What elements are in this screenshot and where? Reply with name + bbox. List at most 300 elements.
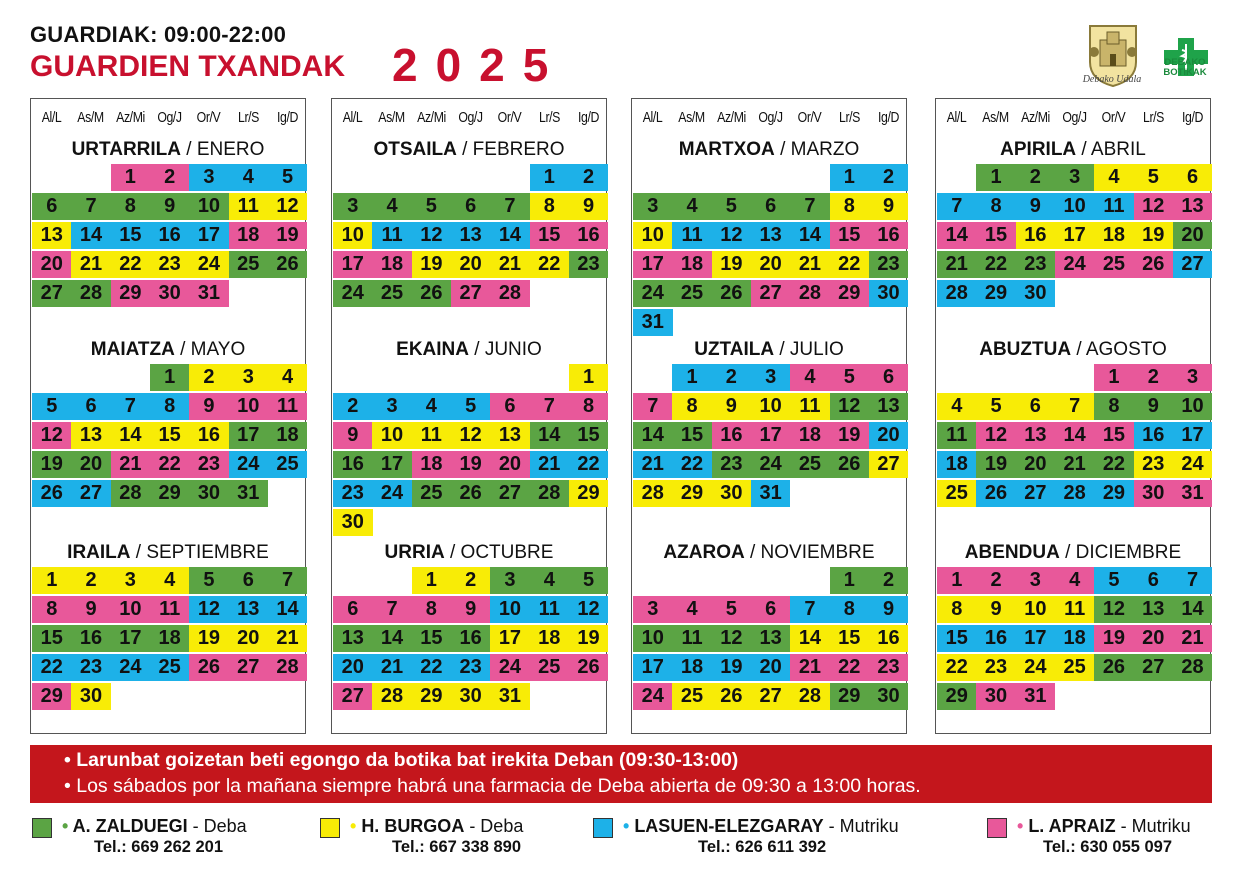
calendar-day: 7 — [1173, 567, 1213, 594]
month-name-basque: AZAROA — [663, 542, 745, 563]
calendar-day: 22 — [32, 654, 72, 681]
calendar-day: 23 — [712, 451, 752, 478]
calendar-day: 17 — [229, 422, 269, 449]
calendar-day: 1 — [1094, 364, 1134, 391]
calendar-day: 15 — [937, 625, 977, 652]
calendar-day: 8 — [1094, 393, 1134, 420]
month-name-spanish: / AGOSTO — [1071, 339, 1167, 360]
calendar-day: 6 — [490, 393, 530, 420]
calendar-day: 17 — [1016, 625, 1056, 652]
calendar-day: 5 — [1134, 164, 1174, 191]
weekday-label: Az/Mi — [1020, 109, 1050, 126]
weekday-label: Og/J — [758, 109, 783, 126]
calendar-day: 18 — [1055, 625, 1095, 652]
calendar-day: 14 — [633, 422, 673, 449]
month-title — [936, 139, 1210, 161]
calendar-day: 12 — [189, 596, 229, 623]
calendar-day: 10 — [751, 393, 791, 420]
calendar-day: 28 — [1173, 654, 1213, 681]
calendar-day: 11 — [229, 193, 269, 220]
calendar-day: 14 — [490, 222, 530, 249]
pharmacy-phone: Tel.: 667 338 890 — [392, 838, 522, 856]
calendar-day: 6 — [32, 193, 72, 220]
calendar-day: 12 — [1094, 596, 1134, 623]
calendar-day: 18 — [790, 422, 830, 449]
calendar-day: 20 — [451, 251, 491, 278]
calendar-day: 3 — [633, 193, 673, 220]
calendar-day: 22 — [937, 654, 977, 681]
calendar-day: 10 — [111, 596, 151, 623]
weekday-label: Ig/D — [1181, 109, 1203, 126]
month-name-basque: OTSAILA — [373, 139, 457, 160]
calendar-day: 24 — [1016, 654, 1056, 681]
calendar-day: 21 — [111, 451, 151, 478]
calendar-day: 15 — [530, 222, 570, 249]
calendar-day: 4 — [229, 164, 269, 191]
calendar-day: 3 — [372, 393, 412, 420]
month-name-basque: ABENDUA — [964, 542, 1060, 563]
pharmacy-cross-icon — [1160, 20, 1212, 92]
calendar-day: 10 — [633, 222, 673, 249]
calendar-day: 23 — [333, 480, 373, 507]
calendar-day: 29 — [830, 683, 870, 710]
calendar-day: 25 — [672, 683, 712, 710]
calendar-day: 18 — [937, 451, 977, 478]
calendar-day: 22 — [569, 451, 609, 478]
calendar-day: 9 — [1016, 193, 1056, 220]
month-name-basque: EKAINA — [396, 339, 469, 360]
calendar-day: 26 — [451, 480, 491, 507]
calendar-day: 26 — [712, 280, 752, 307]
calendar-day: 7 — [111, 393, 151, 420]
calendar-day: 16 — [869, 625, 909, 652]
calendar-day: 29 — [672, 480, 712, 507]
calendar-day: 7 — [790, 596, 830, 623]
weekday-label: Or/V — [196, 109, 221, 126]
calendar-day: 27 — [451, 280, 491, 307]
calendar-day: 28 — [111, 480, 151, 507]
calendar-day: 16 — [189, 422, 229, 449]
calendar-day: 3 — [1173, 364, 1213, 391]
calendar-day: 13 — [32, 222, 72, 249]
calendar-day: 2 — [1134, 364, 1174, 391]
calendar-day: 29 — [1094, 480, 1134, 507]
calendar-day: 3 — [751, 364, 791, 391]
calendar-day: 24 — [229, 451, 269, 478]
month-name-basque: UZTAILA — [694, 339, 775, 360]
calendar-day: 18 — [672, 251, 712, 278]
calendar-day: 11 — [530, 596, 570, 623]
calendar-day: 11 — [150, 596, 190, 623]
calendar-day: 13 — [71, 422, 111, 449]
calendar-day: 15 — [32, 625, 72, 652]
calendar-day: 5 — [189, 567, 229, 594]
calendar-day: 29 — [150, 480, 190, 507]
calendar-day: 28 — [790, 683, 830, 710]
calendar-day: 23 — [569, 251, 609, 278]
calendar-day: 30 — [976, 683, 1016, 710]
calendar-day: 4 — [268, 364, 308, 391]
calendar-day: 13 — [751, 222, 791, 249]
calendar-day: 24 — [1055, 251, 1095, 278]
weekday-header — [31, 109, 305, 127]
calendar-day: 17 — [1055, 222, 1095, 249]
calendar-day: 19 — [712, 251, 752, 278]
calendar-day: 24 — [333, 280, 373, 307]
calendar-day: 11 — [672, 222, 712, 249]
calendar-day: 15 — [412, 625, 452, 652]
calendar-day: 6 — [71, 393, 111, 420]
calendar-day: 14 — [1173, 596, 1213, 623]
month-name-basque: ABUZTUA — [979, 339, 1072, 360]
calendar-day: 8 — [937, 596, 977, 623]
pharmacy-phone: Tel.: 626 611 392 — [698, 838, 827, 856]
calendar-day: 11 — [790, 393, 830, 420]
calendar-day: 28 — [790, 280, 830, 307]
calendar-day: 4 — [937, 393, 977, 420]
calendar-day: 19 — [189, 625, 229, 652]
calendar-day: 4 — [1055, 567, 1095, 594]
pharmacy-logo-text: DEBAKO BOTIKAK — [1163, 57, 1207, 78]
calendar-day: 15 — [1094, 422, 1134, 449]
calendar-day: 14 — [937, 222, 977, 249]
calendar-day: 30 — [712, 480, 752, 507]
calendar-day: 15 — [111, 222, 151, 249]
calendar-day: 9 — [976, 596, 1016, 623]
calendar-day: 25 — [412, 480, 452, 507]
calendar-day: 5 — [412, 193, 452, 220]
calendar-day: 16 — [976, 625, 1016, 652]
calendar-day: 2 — [976, 567, 1016, 594]
calendar-day: 8 — [672, 393, 712, 420]
calendar-day: 4 — [150, 567, 190, 594]
calendar-day: 18 — [412, 451, 452, 478]
month-title — [632, 542, 906, 564]
calendar-day: 5 — [830, 364, 870, 391]
calendar-day: 6 — [1134, 567, 1174, 594]
calendar-day: 6 — [869, 364, 909, 391]
month-name-spanish: / DICIEMBRE — [1059, 542, 1182, 563]
calendar-day: 1 — [569, 364, 609, 391]
calendar-day: 31 — [633, 309, 673, 336]
calendar-day: 18 — [268, 422, 308, 449]
calendar-column — [331, 98, 607, 734]
calendar-day: 1 — [32, 567, 72, 594]
calendar-day: 10 — [1055, 193, 1095, 220]
weekday-label: As/M — [678, 109, 705, 126]
calendar-day: 20 — [751, 654, 791, 681]
calendar-day: 23 — [189, 451, 229, 478]
calendar-day: 23 — [1016, 251, 1056, 278]
weekday-label: Al/L — [41, 109, 62, 126]
calendar-day: 9 — [189, 393, 229, 420]
calendar-day: 19 — [569, 625, 609, 652]
calendar-day: 17 — [751, 422, 791, 449]
calendar-day: 19 — [32, 451, 72, 478]
calendar-day: 9 — [451, 596, 491, 623]
calendar-day: 31 — [490, 683, 530, 710]
month-name-basque: MAIATZA — [90, 339, 175, 360]
pharmacy-name: • A. ZALDUEGI - Deba — [62, 816, 247, 836]
calendar-day: 9 — [150, 193, 190, 220]
calendar-day: 21 — [530, 451, 570, 478]
calendar-day: 4 — [412, 393, 452, 420]
calendar-day: 8 — [569, 393, 609, 420]
calendar-day: 17 — [189, 222, 229, 249]
month-name-spanish: / JUNIO — [469, 339, 542, 360]
calendar-day: 2 — [869, 164, 909, 191]
calendar-day: 15 — [569, 422, 609, 449]
calendar-day: 1 — [672, 364, 712, 391]
calendar-day: 5 — [32, 393, 72, 420]
pharmacy-town: - Mutriku — [823, 816, 899, 836]
calendar-day: 5 — [976, 393, 1016, 420]
calendar-day: 8 — [111, 193, 151, 220]
calendar-day: 15 — [976, 222, 1016, 249]
calendar-day: 21 — [1055, 451, 1095, 478]
calendar-day: 3 — [1055, 164, 1095, 191]
month-name-basque: MARTXOA — [678, 139, 775, 160]
calendar-day: 29 — [569, 480, 609, 507]
calendar-day: 12 — [412, 222, 452, 249]
calendar-day: 7 — [1055, 393, 1095, 420]
calendar-day: 1 — [976, 164, 1016, 191]
calendar-day: 20 — [869, 422, 909, 449]
calendar-day: 15 — [672, 422, 712, 449]
weekday-label: Az/Mi — [115, 109, 145, 126]
weekday-label: Or/V — [797, 109, 822, 126]
calendar-day: 23 — [976, 654, 1016, 681]
month-title — [632, 139, 906, 161]
calendar-day: 25 — [530, 654, 570, 681]
calendar-day: 16 — [150, 222, 190, 249]
calendar-day: 8 — [32, 596, 72, 623]
calendar-day: 6 — [229, 567, 269, 594]
calendar-day: 27 — [1016, 480, 1056, 507]
calendar-day: 2 — [1016, 164, 1056, 191]
calendar-day: 4 — [372, 193, 412, 220]
calendar-day: 6 — [333, 596, 373, 623]
calendar-day: 28 — [71, 280, 111, 307]
month-name-spanish: / OCTUBRE — [444, 542, 554, 563]
calendar-day: 18 — [229, 222, 269, 249]
calendar-day: 1 — [937, 567, 977, 594]
calendar-day: 7 — [937, 193, 977, 220]
calendar-day: 12 — [32, 422, 72, 449]
calendar-day: 27 — [1173, 251, 1213, 278]
calendar-day: 8 — [412, 596, 452, 623]
calendar-day: 20 — [1173, 222, 1213, 249]
pharmacy-phone: Tel.: 630 055 097 — [1043, 838, 1173, 856]
legend-swatch — [320, 818, 340, 838]
calendar-day: 2 — [451, 567, 491, 594]
calendar-day: 26 — [189, 654, 229, 681]
calendar-day: 25 — [937, 480, 977, 507]
calendar-day: 22 — [111, 251, 151, 278]
calendar-day: 16 — [1016, 222, 1056, 249]
weekday-label: Or/V — [1101, 109, 1126, 126]
calendar-day: 18 — [372, 251, 412, 278]
calendar-day: 21 — [937, 251, 977, 278]
calendar-day: 2 — [712, 364, 752, 391]
calendar-day: 16 — [1134, 422, 1174, 449]
calendar-day: 31 — [1016, 683, 1056, 710]
calendar-day: 21 — [790, 654, 830, 681]
calendar-day: 25 — [150, 654, 190, 681]
month-name-spanish: / ENERO — [181, 139, 265, 160]
calendar-day: 27 — [1134, 654, 1174, 681]
calendar-day: 1 — [111, 164, 151, 191]
calendar-day: 11 — [372, 222, 412, 249]
calendar-day: 7 — [790, 193, 830, 220]
calendar-day: 2 — [333, 393, 373, 420]
calendar-day: 20 — [490, 451, 530, 478]
weekday-label: Ig/D — [276, 109, 298, 126]
calendar-day: 28 — [633, 480, 673, 507]
calendar-day: 3 — [1016, 567, 1056, 594]
calendar-day: 9 — [869, 596, 909, 623]
calendar-day: 6 — [751, 193, 791, 220]
calendar-day: 22 — [672, 451, 712, 478]
calendar-day: 10 — [372, 422, 412, 449]
calendar-day: 10 — [333, 222, 373, 249]
month-title — [31, 139, 305, 161]
calendar-day: 15 — [150, 422, 190, 449]
calendar-day: 26 — [32, 480, 72, 507]
calendar-day: 22 — [830, 251, 870, 278]
month-title — [31, 542, 305, 564]
calendar-day: 20 — [32, 251, 72, 278]
month-name-spanish: / ABRIL — [1076, 139, 1146, 160]
calendar-day: 23 — [869, 251, 909, 278]
weekday-label: Al/L — [342, 109, 363, 126]
calendar-day: 27 — [333, 683, 373, 710]
weekday-label: Lr/S — [538, 109, 560, 126]
calendar-day: 14 — [111, 422, 151, 449]
calendar-day: 13 — [1134, 596, 1174, 623]
calendar-day: 19 — [830, 422, 870, 449]
calendar-day: 14 — [1055, 422, 1095, 449]
calendar-day: 9 — [1134, 393, 1174, 420]
calendar-day: 4 — [672, 596, 712, 623]
legend-swatch — [987, 818, 1007, 838]
calendar-day: 4 — [790, 364, 830, 391]
calendar-day: 28 — [268, 654, 308, 681]
calendar-day: 27 — [229, 654, 269, 681]
calendar-day: 8 — [530, 193, 570, 220]
calendar-day: 10 — [229, 393, 269, 420]
calendar-day: 5 — [712, 596, 752, 623]
weekday-label: As/M — [77, 109, 104, 126]
calendar-day: 10 — [1173, 393, 1213, 420]
calendar-day: 29 — [830, 280, 870, 307]
calendar-day: 24 — [751, 451, 791, 478]
calendar-day: 22 — [976, 251, 1016, 278]
calendar-day: 27 — [71, 480, 111, 507]
calendar-day: 14 — [372, 625, 412, 652]
calendar-day: 17 — [372, 451, 412, 478]
calendar-day: 26 — [1134, 251, 1174, 278]
calendar-day: 17 — [1173, 422, 1213, 449]
calendar-day: 17 — [633, 654, 673, 681]
calendar-day: 18 — [672, 654, 712, 681]
calendar-day: 17 — [333, 251, 373, 278]
town-hall-logo-text: Debako Udala — [1082, 74, 1142, 85]
calendar-day: 12 — [1134, 193, 1174, 220]
calendar-day: 30 — [71, 683, 111, 710]
calendar-day: 30 — [869, 683, 909, 710]
calendar-day: 14 — [268, 596, 308, 623]
legend-swatch — [593, 818, 613, 838]
calendar-day: 19 — [412, 251, 452, 278]
calendar-day: 6 — [1173, 164, 1213, 191]
weekday-label: Al/L — [946, 109, 967, 126]
calendar-day: 6 — [1016, 393, 1056, 420]
calendar-day: 13 — [751, 625, 791, 652]
calendar-day: 25 — [672, 280, 712, 307]
calendar-day: 18 — [150, 625, 190, 652]
calendar-day: 1 — [830, 164, 870, 191]
weekday-label: As/M — [982, 109, 1009, 126]
calendar-day: 11 — [412, 422, 452, 449]
calendar-day: 13 — [490, 422, 530, 449]
calendar-day: 23 — [1134, 451, 1174, 478]
calendar-day: 30 — [189, 480, 229, 507]
calendar-day: 26 — [976, 480, 1016, 507]
month-title — [936, 339, 1210, 361]
pharmacy-name: • LASUEN-ELEZGARAY - Mutriku — [623, 816, 899, 836]
calendar-day: 16 — [569, 222, 609, 249]
calendar-day: 14 — [530, 422, 570, 449]
calendar-day: 27 — [751, 280, 791, 307]
calendar-day: 18 — [530, 625, 570, 652]
calendar-day: 19 — [1094, 625, 1134, 652]
calendar-day: 20 — [1134, 625, 1174, 652]
calendar-day: 2 — [189, 364, 229, 391]
month-title — [332, 542, 606, 564]
weekday-header — [632, 109, 906, 127]
calendar-day: 20 — [1016, 451, 1056, 478]
weekday-label: As/M — [378, 109, 405, 126]
month-name-basque: URRIA — [384, 542, 445, 563]
calendar-day: 8 — [976, 193, 1016, 220]
calendar-day: 23 — [451, 654, 491, 681]
pharmacy-town: - Deba — [187, 816, 247, 836]
calendar-day: 13 — [451, 222, 491, 249]
calendar-day: 8 — [830, 193, 870, 220]
calendar-day: 3 — [189, 164, 229, 191]
weekday-label: Az/Mi — [416, 109, 446, 126]
pharmacy-name: • L. APRAIZ - Mutriku — [1017, 816, 1191, 836]
calendar-day: 27 — [490, 480, 530, 507]
weekday-label: Ig/D — [577, 109, 599, 126]
calendar-day: 19 — [268, 222, 308, 249]
pharmacy-name: • H. BURGOA - Deba — [350, 816, 524, 836]
calendar-day: 28 — [937, 280, 977, 307]
calendar-day: 9 — [712, 393, 752, 420]
calendar-day: 22 — [1094, 451, 1134, 478]
calendar-day: 30 — [1016, 280, 1056, 307]
calendar-day: 5 — [569, 567, 609, 594]
calendar-day: 9 — [569, 193, 609, 220]
calendar-day: 22 — [830, 654, 870, 681]
calendar-day: 22 — [412, 654, 452, 681]
saturday-notice-banner — [30, 745, 1212, 803]
month-name-spanish: / JULIO — [774, 339, 844, 360]
calendar-day: 22 — [530, 251, 570, 278]
notice-basque: • Larunbat goizetan beti egongo da botika bat irekita Deban (09:30-13:00) — [64, 749, 739, 771]
month-title — [632, 339, 906, 361]
